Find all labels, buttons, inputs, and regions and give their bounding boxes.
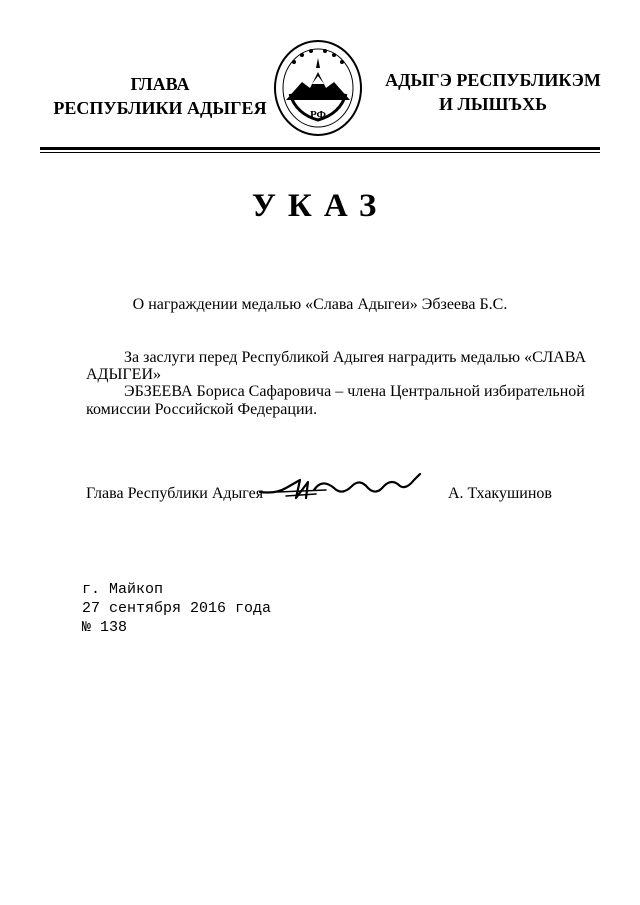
header-right bbox=[378, 68, 608, 116]
body-line: АДЫГЕИ» bbox=[86, 366, 161, 383]
footer-number: № 138 bbox=[82, 619, 128, 636]
handwritten-signature bbox=[256, 470, 426, 506]
signatory-position: Глава Республики Адыгея bbox=[86, 485, 264, 502]
signatory-name: А. Тхакушинов bbox=[448, 485, 552, 502]
document-title: УКАЗ bbox=[251, 188, 389, 224]
header-left-line2: РЕСПУБЛИКИ АДЫГЕЯ bbox=[53, 98, 267, 118]
header-right-line1: АДЫГЭ РЕСПУБЛИКЭМ bbox=[385, 70, 601, 90]
header-left bbox=[40, 72, 280, 120]
coat-of-arms-emblem bbox=[272, 38, 364, 138]
header-rule-thin bbox=[40, 152, 600, 153]
body-line: ЭБЗЕЕВА Бориса Сафаровича – члена Центральной избирательной bbox=[124, 383, 585, 400]
header-right-line2: И ЛЫШЪХЬ bbox=[438, 94, 548, 114]
footer-date: 27 сентября 2016 года bbox=[82, 600, 272, 617]
body-line: За заслуги перед Республикой Адыгея наградить медалью «СЛАВА bbox=[124, 349, 587, 366]
header-left-line1: ГЛАВА bbox=[130, 74, 190, 94]
header-rule-thick bbox=[40, 147, 600, 150]
document-subject: О награждении медалью «Слава Адыгеи» Эбзеева Б.С. bbox=[132, 296, 508, 313]
emblem-letters: РФ bbox=[310, 109, 326, 121]
body-line: комиссии Российской Федерации. bbox=[86, 401, 318, 418]
footer-city: г. Майкоп bbox=[82, 581, 164, 598]
